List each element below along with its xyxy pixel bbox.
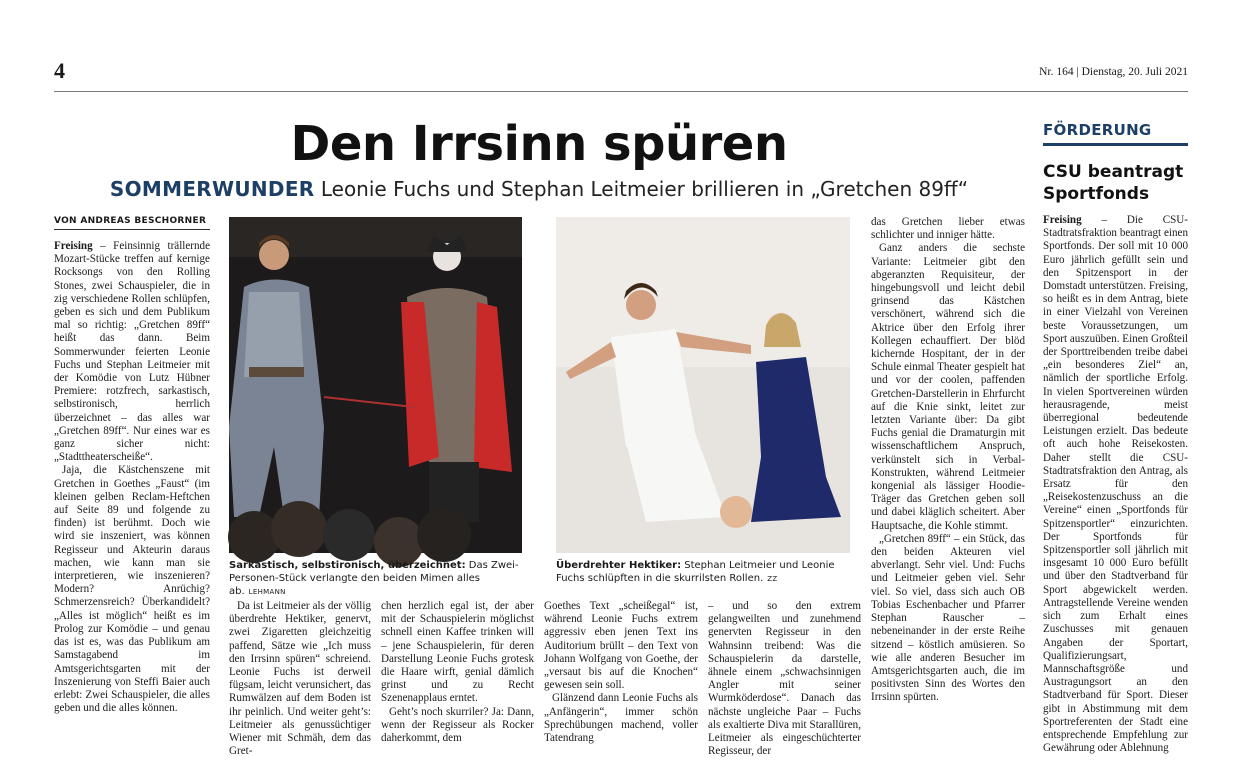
subhead-text: Leonie Fuchs und Stephan Leitmeier brillieren in „Gretchen 89ff“ [320,177,969,201]
photo-stage-costumes [229,217,522,553]
caption-lead: Sarkastisch, selbstironisch, überzeichnet: [229,560,466,571]
article-paragraph: „Gretchen 89ff“ – ein Stück, das den beiden Akteuren viel abverlangt. Sehr viel. Und: Fuchs und Leitmeier geben viel. Sehr viel. So viel, dass sich auch OB Tobias Eschenbacher und Pfarrer Stephan Rauscher – nebeneinander in der erste Reihe sitzend – köstlich amüsieren. So wie alle anderen Besucher im Amtsgerichtsgarten auch, die im positivsten Sinn des Wortes den Irrsinn spürten. [871,532,1025,704]
article-paragraph: Geht’s noch skurriler? Ja: Dann, wenn der Regisseur als Rocker daherkommt, dem [381,705,534,745]
photo-kneeling-actors [556,217,850,553]
lead-text: – Feinsinnig trällernde Mozart-Stücke treffen auf kernige Rocksongs von den Rolling Stones, zwei Schauspieler, die in zig verschiedene Rollen schlüpfen, geben es sich und dem Publikum mal so richtig: „Gretchen 89ff“ heißt das dann. Beim Sommerwunder feierten Leonie Fuchs und Stephan Leitmeier mit der Komödie von Lutz Hübner Premiere: rotzfrech, sarkastisch, selbstironisch, herrlich überzeichnet – das alles war „Gretchen 89ff“. Nur eines war es ganz sicher nicht: „Stadttheaterscheiße“. [54,240,210,464]
page-number: 4 [54,58,65,83]
sidebar-paragraph [1043,214,1188,755]
article-paragraph: Ganz anders die sechste Variante: Leitmeier gibt den abgeranzten Requisiteur, der hingebungsvoll und leicht debil grinsend das Kästchen verschönert, während sich die Aktrice über den Erfolg ihrer Kollegen echauffiert. Der blöd kichernde Hospitant, der in der Schule einmal Theater gespielt hat und vor der coolen, paffenden Gretchen-Darstellerin in Ehrfurcht auf die Knie sinkt, leitet zur letzten Variante über: Da gibt Fuchs genial die Dramaturgin mit wissenschaftlichem Anspruch, verkünstelt sich in Verbal-Konstrukten, während Leitmeier kongenial als lässiger Hoodie-Träger das Gretchen geben soll und dabei kläglich scheitert. Aber Hauptsache, die Kohle stimmt. [871,242,1025,532]
article-paragraph: chen herzlich egal ist, der aber mit der Schauspielerin möglichst schnell einen Kaffee trinken will – jene Schauspielerin, für deren Darstellung Leonie Fuchs grotesk die Haare wirft, genial dämlich grinst und zu Recht Szenenapplaus erntet. [381,600,534,705]
caption-text: Stephan Leitmeier und Leonie Fuchs schlüpften in die skurrilsten Rollen. [556,560,835,584]
photo-image [556,217,850,553]
article-column-4 [544,600,698,765]
sidebar-column [1043,214,1188,774]
article-subheadline [54,177,1024,201]
article-paragraph: Glänzend dann Leonie Fuchs als „Anfängerin“, immer schön Sprechübungen machend, voller Tatendrang [544,692,698,745]
article-headline: Den Irrsinn spüren [290,116,788,172]
dateline-place: Freising [1043,214,1082,226]
photo-1-caption [229,559,525,597]
photo-credit: ZZ [767,575,778,583]
article-column-1 [54,240,210,765]
article-column-5 [708,600,861,765]
header-divider [54,91,1188,92]
byline: VON ANDREAS BESCHORNER [54,216,210,230]
sidebar-body: – Die CSU-Stadtratsfraktion beantragt einen Sportfonds. Der soll mit 10 000 Euro jährlich gefüllt sein und den Spitzensport in der Domstadt unterstützen. Freising, so heißt es in dem Antrag, biete in einer Vielzahl von Vereinen beste Voraussetzungen, um Sport auszuüben. Einen Großteil der Sporttreibenden treibe dabei „ein besonderes Ziel“ an, nämlich der sportliche Erfolg. In vielen Sportvereinen würden herausragende, meist überregional bedeutende Leistungen erzielt. Das bedeute oft auch hohe Reisekosten. Daher stellt die CSU-Stadtratsfraktion den Antrag, als Ersatz für den „Reisekostenzuschuss an die Vereine“ einen „Sportfonds für Spitzensportler“ einzurichten. Der Sportfonds für Spitzensportler soll jährlich mit insgesamt 10 000 Euro befüllt und über den Stadtverband für Sport abgewickelt werden. Antragstellende Vereine wenden sich zum Erhalt eines Zuschusses mit genauen Angaben der Sportart, Qualifizierungsart, Mannschaftsgröße und Austragungsort an den Stadtverband für Sport. Dieser gibt in Abstimmung mit dem Sportreferenten der Stadt eine entsprechende Empfehlung zur Gewährung oder Ablehnung [1043,214,1188,755]
article-column-3 [381,600,534,765]
article-paragraph: das Gretchen lieber etwas schlichter und inniger hätte. [871,216,1025,242]
article-paragraph [54,240,210,464]
photo-2-caption [556,559,852,587]
issue-date: Nr. 164 | Dienstag, 20. Juli 2021 [1039,66,1188,78]
sidebar-kicker: FÖRDERUNG [1043,121,1188,146]
article-column-6 [871,216,1025,765]
article-paragraph: Da ist Leitmeier als der völlig überdrehte Hektiker, genervt, zwei Zigaretten gleichzeitig paffend, Sätze wie „Ich muss den Irrsinn spüren“ schreiend. Leonie Fuchs ist derweil fügsam, leicht verunsichert, das Rumwälzen auf dem Boden ist ihr peinlich. Und weiter geht’s: Leitmeier als genussüchtiger Wiener mit Schmäh, dem das Gret- [229,600,371,758]
sidebar-title: CSU beantragt Sportfonds [1043,162,1184,204]
photo-image [229,217,522,553]
photo-credit: LEHMANN [248,588,286,596]
caption-lead: Überdrehter Hektiker: [556,560,682,571]
article-paragraph: Goethes Text „scheißegal“ ist, während Leonie Fuchs extrem aggressiv eben jenen Text ins Auditorium brüllt – den Text von Johann Wolfgang von Goethe, der „versaut bis auf die Knochen“ gewesen sein soll. [544,600,698,692]
article-paragraph: – und so den extrem gelangweilten und zunehmend genervten Regisseur in den Wahnsinn treibend: Was die Schauspielerin da darstelle, ähnele einem „schwachsinnigen Angler mit seiner Wurmköderdose“. Danach das nächste ungleiche Paar – Fuchs als exaltierte Diva mit Starallüren, Leitmeier als eingeschüchterter Regisseur, der [708,600,861,758]
subhead-kicker: SOMMERWUNDER [109,177,315,201]
article-paragraph: Jaja, die Kästchenszene mit Gretchen in Goethes „Faust“ (im kleinen gelben Reclam-Heftchen auf Seite 89 und folgende zu finden) ist berühmt. Doch wie wird sie inszeniert, was können Regisseur und Akteurin daraus machen, wie kann man sie interpretieren, wie inszenieren? Modern? Anrüchig? Schmerzensreich? Überkandidelt? „Alles ist möglich“ heißt es im Prolog zur Komödie – und genau das ist es, was das Publikum am Samstagabend im Amtsgerichtsgarten mit der Inszenierung von Steffi Baier auch erlebt: Zwei Schauspieler, die alles geben und die alles können. [54,464,210,715]
article-column-2 [229,600,371,765]
caption-text: Das Zwei-Personen-Stück verlangte den beiden Mimen alles ab. [229,560,519,597]
dateline-place: Freising [54,240,93,252]
